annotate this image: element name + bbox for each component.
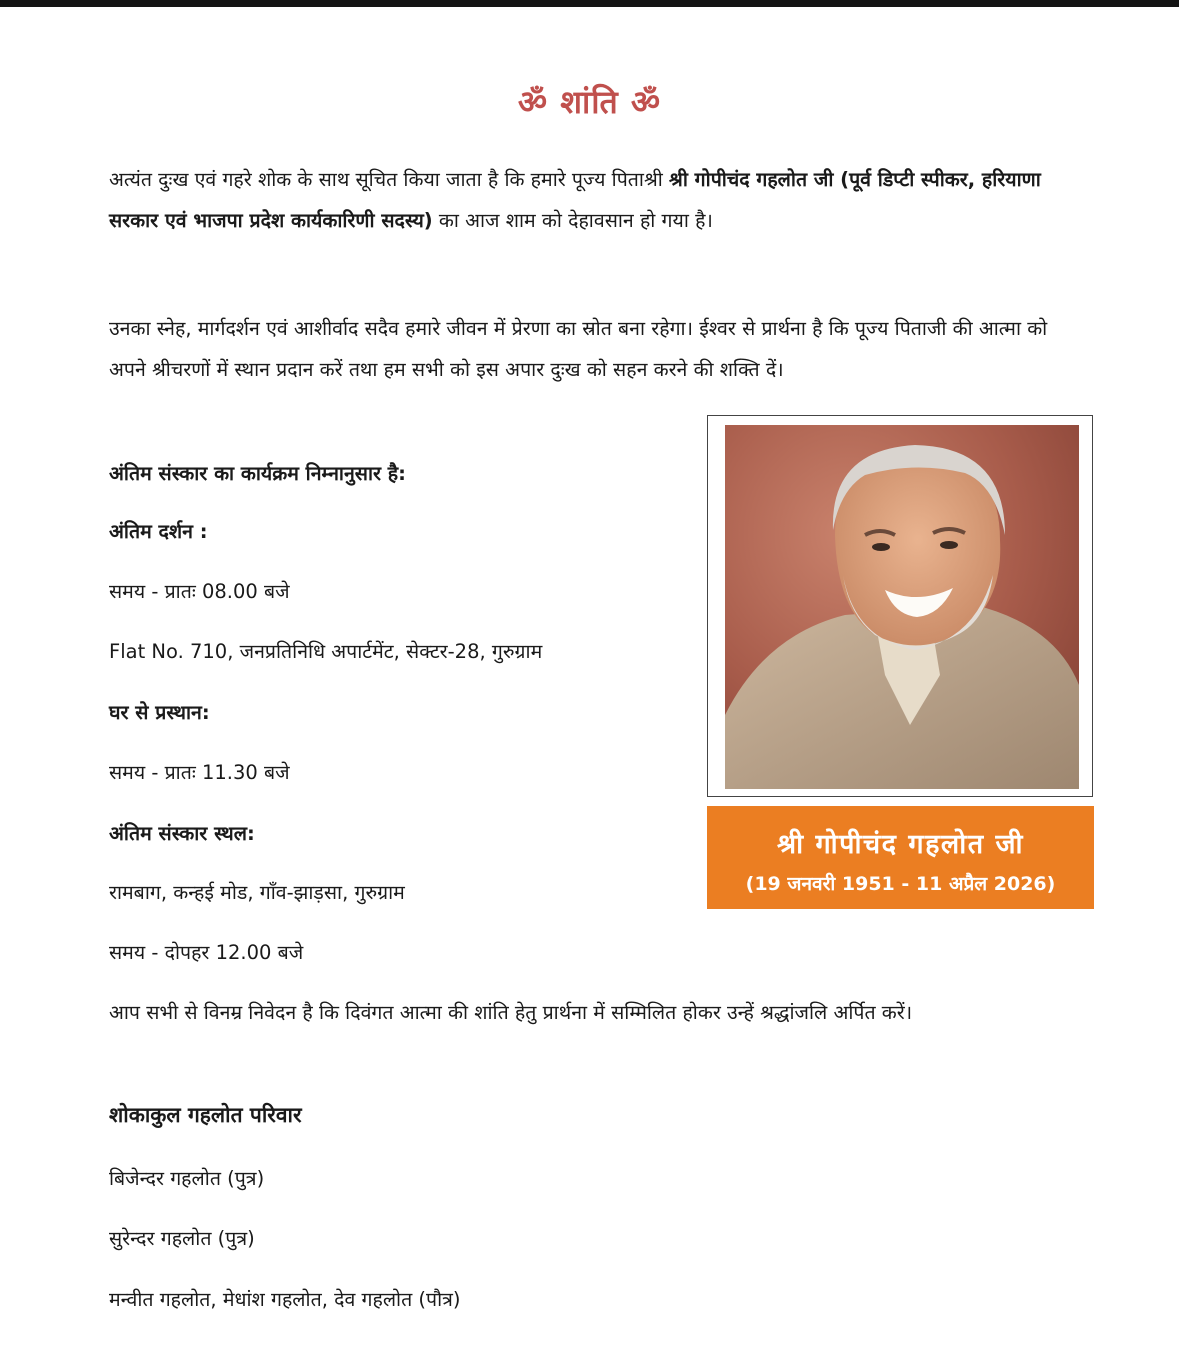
family-title: शोकाकुल गहलोत परिवार (109, 1103, 302, 1127)
portrait-photo (725, 425, 1079, 789)
schedule-heading: अंतिम संस्कार का कार्यक्रम निम्नानुसार है: (109, 462, 406, 485)
intro-paragraph (109, 159, 1093, 241)
top-border (0, 0, 1179, 7)
family-member: सुरेन्दर गहलोत (पुत्र) (109, 1227, 255, 1250)
page-title: ॐ शांति ॐ (517, 83, 662, 121)
departure-time: समय - प्रातः 11.30 बजे (109, 761, 290, 784)
cremation-heading: अंतिम संस्कार स्थल: (109, 822, 255, 845)
portrait-name: श्री गोपीचंद गहलोत जी (776, 829, 1025, 860)
cremation-place: रामबाग, कन्हई मोड, गाँव-झाड़सा, गुरुग्राम (109, 881, 405, 904)
darshan-heading: अंतिम दर्शन : (109, 520, 208, 543)
intro-text-bold: श्री गोपीचंद गहलोत जी (पूर्व डिप्टी स्पीकर, हरियाणा सरकार एवं भाजपा प्रदेश कार्यकारिणी सदस्य) (109, 168, 1041, 232)
departure-heading: घर से प्रस्थान: (109, 701, 210, 724)
portrait-frame (707, 415, 1093, 797)
prayer-paragraph: उनका स्नेह, मार्गदर्शन एवं आशीर्वाद सदैव हमारे जीवन में प्रेरणा का स्रोत बना रहेगा। ईश्वर से प्रार्थना है कि पूज्य पिताजी की आत्मा को अपने श्रीचरणों में स्थान प्रदान करें तथा हम सभी को इस अपार दुःख को सहन करने की शक्ति दें। (109, 317, 1048, 381)
family-member: मन्वीत गहलोत, मेधांश गहलोत, देव गहलोत (पौत्र) (109, 1288, 461, 1311)
family-member: बिजेन्दर गहलोत (पुत्र) (109, 1167, 265, 1190)
darshan-time: समय - प्रातः 08.00 बजे (109, 580, 290, 603)
name-banner (707, 806, 1094, 909)
intro-text-a: अत्यंत दुःख एवं गहरे शोक के साथ सूचित किया जाता है कि हमारे पूज्य पिताश्री (109, 168, 670, 191)
intro-text-b: का आज शाम को देहावसान हो गया है। (432, 209, 713, 232)
portrait-dates: (19 जनवरी 1951 - 11 अप्रैल 2026) (745, 873, 1056, 895)
cremation-time: समय - दोपहर 12.00 बजे (109, 941, 304, 964)
darshan-place: Flat No. 710, जनप्रतिनिधि अपार्टमेंट, सेक्टर-28, गुरुग्राम (109, 640, 543, 663)
request-paragraph: आप सभी से विनम्र निवेदन है कि दिवंगत आत्मा की शांति हेतु प्रार्थना में सम्मिलित होकर उन्हें श्रद्धांजलि अर्पित करें। (109, 1001, 913, 1024)
